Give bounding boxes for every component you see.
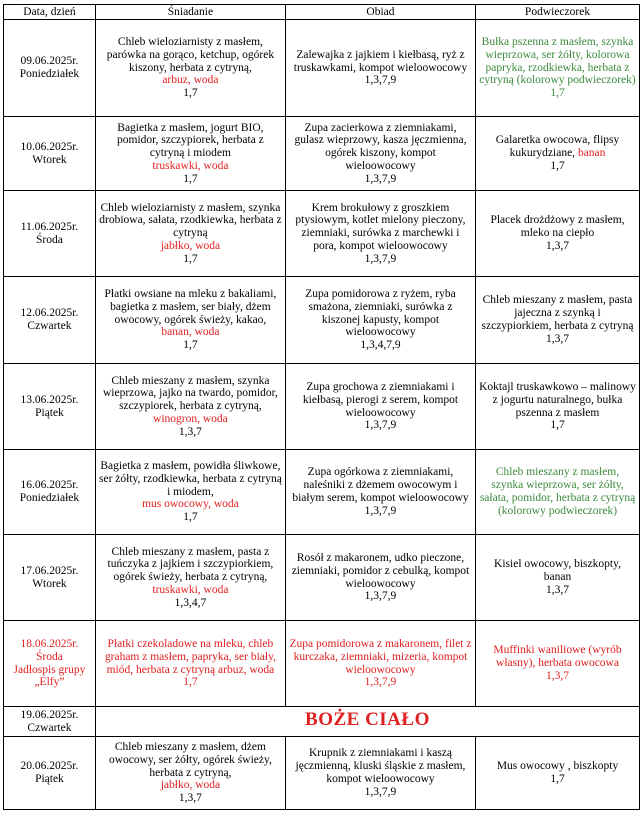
table-row xyxy=(4,450,640,535)
breakfast-cell: Płatki czekoladowe na mleku, chleb graham z masłem, papryka, ser biały, miód, herbata z cytryną arbuz, woda 1,7 xyxy=(95,621,285,707)
lunch-cell: Zupa grochowa z ziemniakami i kiełbasą, pierogi z serem, kompot wieloowocowy 1,3,7,9 xyxy=(285,364,475,450)
lunch-cell: Zupa zacierkowa z ziemniakami, gulasz wieprzowy, kasza jęczmienna, ogórek kiszony, kompot wieloowocowy 1,3,7,9 xyxy=(285,117,475,191)
breakfast-cell: Chleb mieszany z masłem, szynka wieprzowa, jajko na twardo, pomidor, szczypiorek, herbata z cytryną, winogron, woda 1,3,7 xyxy=(95,364,285,450)
breakfast-cell: Płatki owsiane na mleku z bakaliami, bagietka z masłem, ser biały, dżem owocowy, ogórek świeży, kakao, banan, woda 1,7 xyxy=(95,277,285,364)
table-row xyxy=(4,621,640,707)
snack-cell: Kisiel owocowy, biszkopty, banan 1,3,7 xyxy=(476,535,640,621)
snack-cell: Chleb mieszany z masłem, szynka wieprzowa, ser żółty, sałata, pomidor, herbata z cytryną (kolorowy podwieczorek) xyxy=(476,450,640,535)
holiday-label: BOŻE CIAŁO xyxy=(305,709,430,731)
date-cell: 13.06.2025r. Piątek xyxy=(4,364,96,450)
snack-cell: Chleb mieszany z masłem, pasta jajeczna z szynką i szczypiorkiem, herbata z cytryną 1,3,7 xyxy=(476,277,640,364)
lunch-cell: Zupa pomidorowa z makaronem, filet z kurczaka, ziemniaki, mizeria, kompot wieloowocowy 1,3,7,9 xyxy=(285,621,475,707)
table-row xyxy=(4,364,640,450)
snack-cell: Bułka pszenna z masłem, szynka wieprzowa, ser żółty, kolorowa papryka, rzodkiewka, herbata z cytryną (kolorowy podwieczorek) 1,7 xyxy=(476,20,640,117)
header-snack: Podwieczorek xyxy=(476,5,640,20)
date-cell: 18.06.2025r. Środa Jadłospis grupy „Elfy” xyxy=(4,621,96,707)
snack-cell: Koktajl truskawkowo – malinowy z jogurtu naturalnego, bułka pszenna z masłem 1,7 xyxy=(476,364,640,450)
table-row xyxy=(4,277,640,364)
table-row xyxy=(4,707,640,737)
date-cell: 17.06.2025r. Wtorek xyxy=(4,535,96,621)
table-row xyxy=(4,737,640,810)
date-cell: 12.06.2025r. Czwartek xyxy=(4,277,96,364)
date-cell: 10.06.2025r. Wtorek xyxy=(4,117,96,191)
breakfast-cell: Bagietka z masłem, powidła śliwkowe, ser żółty, rzodkiewka, herbata z cytryną i miodem, mus owocowy, woda 1,7 xyxy=(95,450,285,535)
table-row xyxy=(4,117,640,191)
breakfast-cell: Bagietka z masłem, jogurt BIO, pomidor, szczypiorek, herbata z cytryną i miodem truskawki, woda 1,7 xyxy=(95,117,285,191)
header-date: Data, dzień xyxy=(4,5,96,20)
snack-cell: Galaretka owocowa, flipsy kukurydziane, banan 1,7 xyxy=(476,117,640,191)
lunch-cell: Rosół z makaronem, udko pieczone, ziemniaki, pomidor z cebulką, kompot wieloowocowy 1,3,7,9 xyxy=(285,535,475,621)
lunch-cell: Krem brokułowy z groszkiem ptysiowym, kotlet mielony pieczony, ziemniaki, surówka z marchewki i pora, kompot wieloowocowy 1,3,7,9 xyxy=(285,191,475,277)
table-row xyxy=(4,535,640,621)
date-cell: 16.06.2025r. Poniedziałek xyxy=(4,450,96,535)
header-row xyxy=(4,5,640,20)
table-row xyxy=(4,191,640,277)
breakfast-cell: Chleb mieszany z masłem, dżem owocowy, ser żółty, ogórek świeży, herbata z cytryną, jabłko, woda 1,3,7 xyxy=(95,737,285,810)
date-cell: 19.06.2025r. Czwartek xyxy=(4,707,96,737)
header-lunch: Obiad xyxy=(285,5,475,20)
menu-table xyxy=(3,4,640,810)
breakfast-cell: Chleb wieloziarnisty z masłem, parówka na gorąco, ketchup, ogórek kiszony, herbata z cytryną, arbuz, woda 1,7 xyxy=(95,20,285,117)
breakfast-cell: Chleb mieszany z masłem, pasta z tuńczyka z jajkiem i szczypiorkiem, ogórek świeży, herbata z cytryną, truskawki, woda 1,3,4,7 xyxy=(95,535,285,621)
snack-cell: Muffinki waniliowe (wyrób własny), herbata owocowa 1,3,7 xyxy=(476,621,640,707)
lunch-cell: Zupa pomidorowa z ryżem, ryba smażona, ziemniaki, surówka z kiszonej kapusty, kompot wieloowocowy 1,3,4,7,9 xyxy=(285,277,475,364)
date-cell: 20.06.2025r. Piątek xyxy=(4,737,96,810)
holiday-cell xyxy=(95,707,639,737)
date-cell: 09.06.2025r. Poniedziałek xyxy=(4,20,96,117)
lunch-cell: Krupnik z ziemniakami i kaszą jęczmienną, kluski śląskie z masłem, kompot wieloowocowy 1,3,7,9 xyxy=(285,737,475,810)
breakfast-cell: Chleb wieloziarnisty z masłem, szynka drobiowa, sałata, rzodkiewka, herbata z cytryną jabłko, woda 1,7 xyxy=(95,191,285,277)
date-cell: 11.06.2025r. Środa xyxy=(4,191,96,277)
snack-cell: Placek drożdżowy z masłem, mleko na ciepło 1,3,7 xyxy=(476,191,640,277)
snack-cell: Mus owocowy , biszkopty 1,7 xyxy=(476,737,640,810)
lunch-cell: Zupa ogórkowa z ziemniakami, naleśniki z dżemem owocowym i białym serem, kompot wieloowocowy 1,3,7,9 xyxy=(285,450,475,535)
header-breakfast: Śniadanie xyxy=(95,5,285,20)
table-row xyxy=(4,20,640,117)
lunch-cell: Zalewajka z jajkiem i kiełbasą, ryż z truskawkami, kompot wieloowocowy 1,3,7,9 xyxy=(285,20,475,117)
